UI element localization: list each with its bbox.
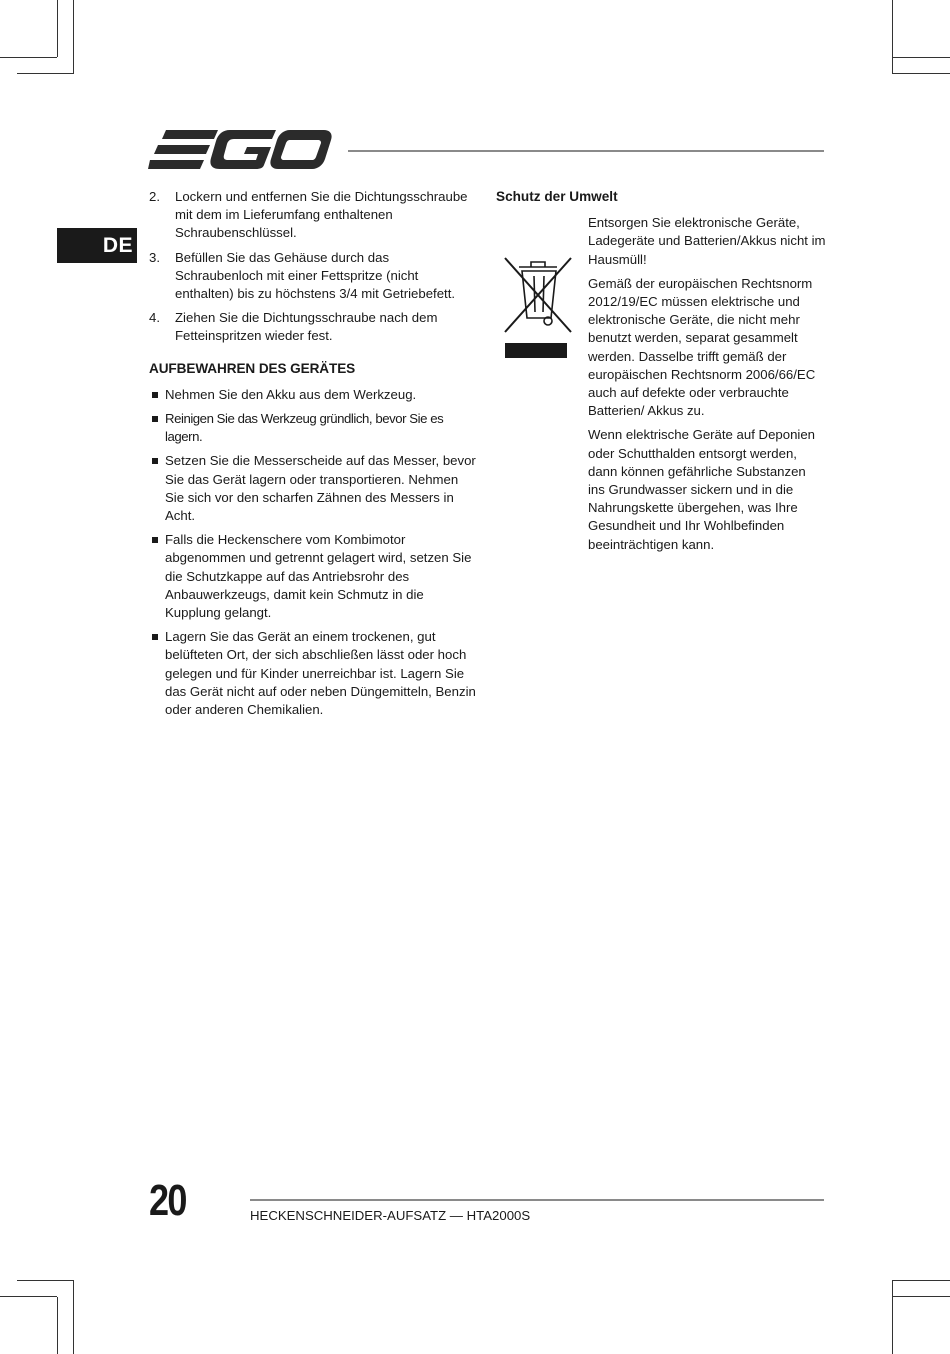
list-item [149,309,479,345]
list-item: Reinigen Sie das Werkzeug gründlich, bevor Sie es lagern. [149,410,479,446]
list-item: Nehmen Sie den Akku aus dem Werkzeug. [149,386,479,404]
step-text: Ziehen Sie die Dichtungsschraube nach dem Fetteinspritzen wieder fest. [175,310,438,344]
document-title: HECKENSCHNEIDER-AUFSATZ — HTA2000S [250,1208,531,1223]
crop-mark [17,1280,74,1281]
list-item [149,188,479,243]
page-number: 20 [149,1176,186,1225]
paragraph: Entsorgen Sie elektronische Geräte, Ladegeräte und Batterien/Akkus nicht im Hausmüll! [588,215,826,267]
step-number: 3. [149,249,160,265]
step-text: Befüllen Sie das Gehäuse durch das Schraubenloch mit einer Fettspritze (nicht enthalten) bis zu höchstens 3/4 mit Getriebefett. [175,249,456,302]
crop-mark [892,1296,950,1297]
storage-heading: AUFBEWAHREN DES GERÄTES [149,360,356,376]
paragraph: Gemäß der europäischen Rechtsnorm 2012/19/EC müssen elektrische und elektronische Geräte, die nicht mehr benutzt werden, separat gesammelt werden. Dasselbe trifft gemäß der europäischen Rechtsnorm 2006/66/EC auch auf defekte oder verbrauchte Batterien/ Akkus zu. [588,275,816,419]
environment-text [588,214,826,554]
crop-mark [892,0,893,74]
environment-section [496,214,826,554]
crop-mark [892,1280,950,1281]
step-text: Lockern und entfernen Sie die Dichtungsschraube mit dem im Lieferumfang enthaltenen Schraubenschlüssel. [175,189,468,241]
list-item: Setzen Sie die Messerscheide auf das Messer, bevor Sie das Gerät lagern oder transportieren. Nehmen Sie sich vor den scharfen Zähnen des Messers in Acht. [149,452,479,525]
right-column [496,188,826,560]
header-rule [348,150,824,152]
crop-mark [892,57,950,58]
left-column [149,188,479,725]
ego-logo [148,128,332,172]
weee-bar [505,343,567,358]
list-item [149,249,479,304]
crop-mark [892,1280,893,1354]
maintenance-steps [149,188,479,346]
paragraph: Wenn elektrische Geräte auf Deponien oder Schutthalden entsorgt werden, dann können gefährliche Substanzen ins Grundwasser sickern und in die Nahrungskette übergehen, was Ihre Gesundheit und Ihr Wohlbefinden beeinträchtigen kann. [588,427,816,552]
language-tab: DE [57,228,137,263]
crop-mark [57,1297,58,1354]
step-number: 2. [149,189,160,204]
crop-mark [0,57,57,58]
crop-mark [0,1296,57,1297]
storage-list [149,386,479,719]
environment-heading: Schutz der Umwelt [496,189,618,204]
crop-mark [57,0,58,57]
step-number: 4. [149,310,160,326]
crop-mark [892,73,950,74]
list-item: Lagern Sie das Gerät an einem trockenen, gut belüfteten Ort, der sich abschließen lässt oder hoch gelegen und für Kinder unerreichbar ist. Lagern Sie das Gerät nicht auf oder neben Düngemitteln, Benzin oder anderen Chemikalien. [149,628,479,719]
footer-rule [250,1199,824,1201]
crop-mark [17,73,74,74]
crop-mark [73,0,74,74]
crop-mark [73,1280,74,1354]
list-item: Falls die Heckenschere vom Kombimotor abgenommen und getrennt gelagert wird, setzen Sie die Schutzkappe auf das Antriebsrohr des Anbauwerkzeugs, damit kein Schmutz in die Kupplung gelangt. [149,531,479,622]
